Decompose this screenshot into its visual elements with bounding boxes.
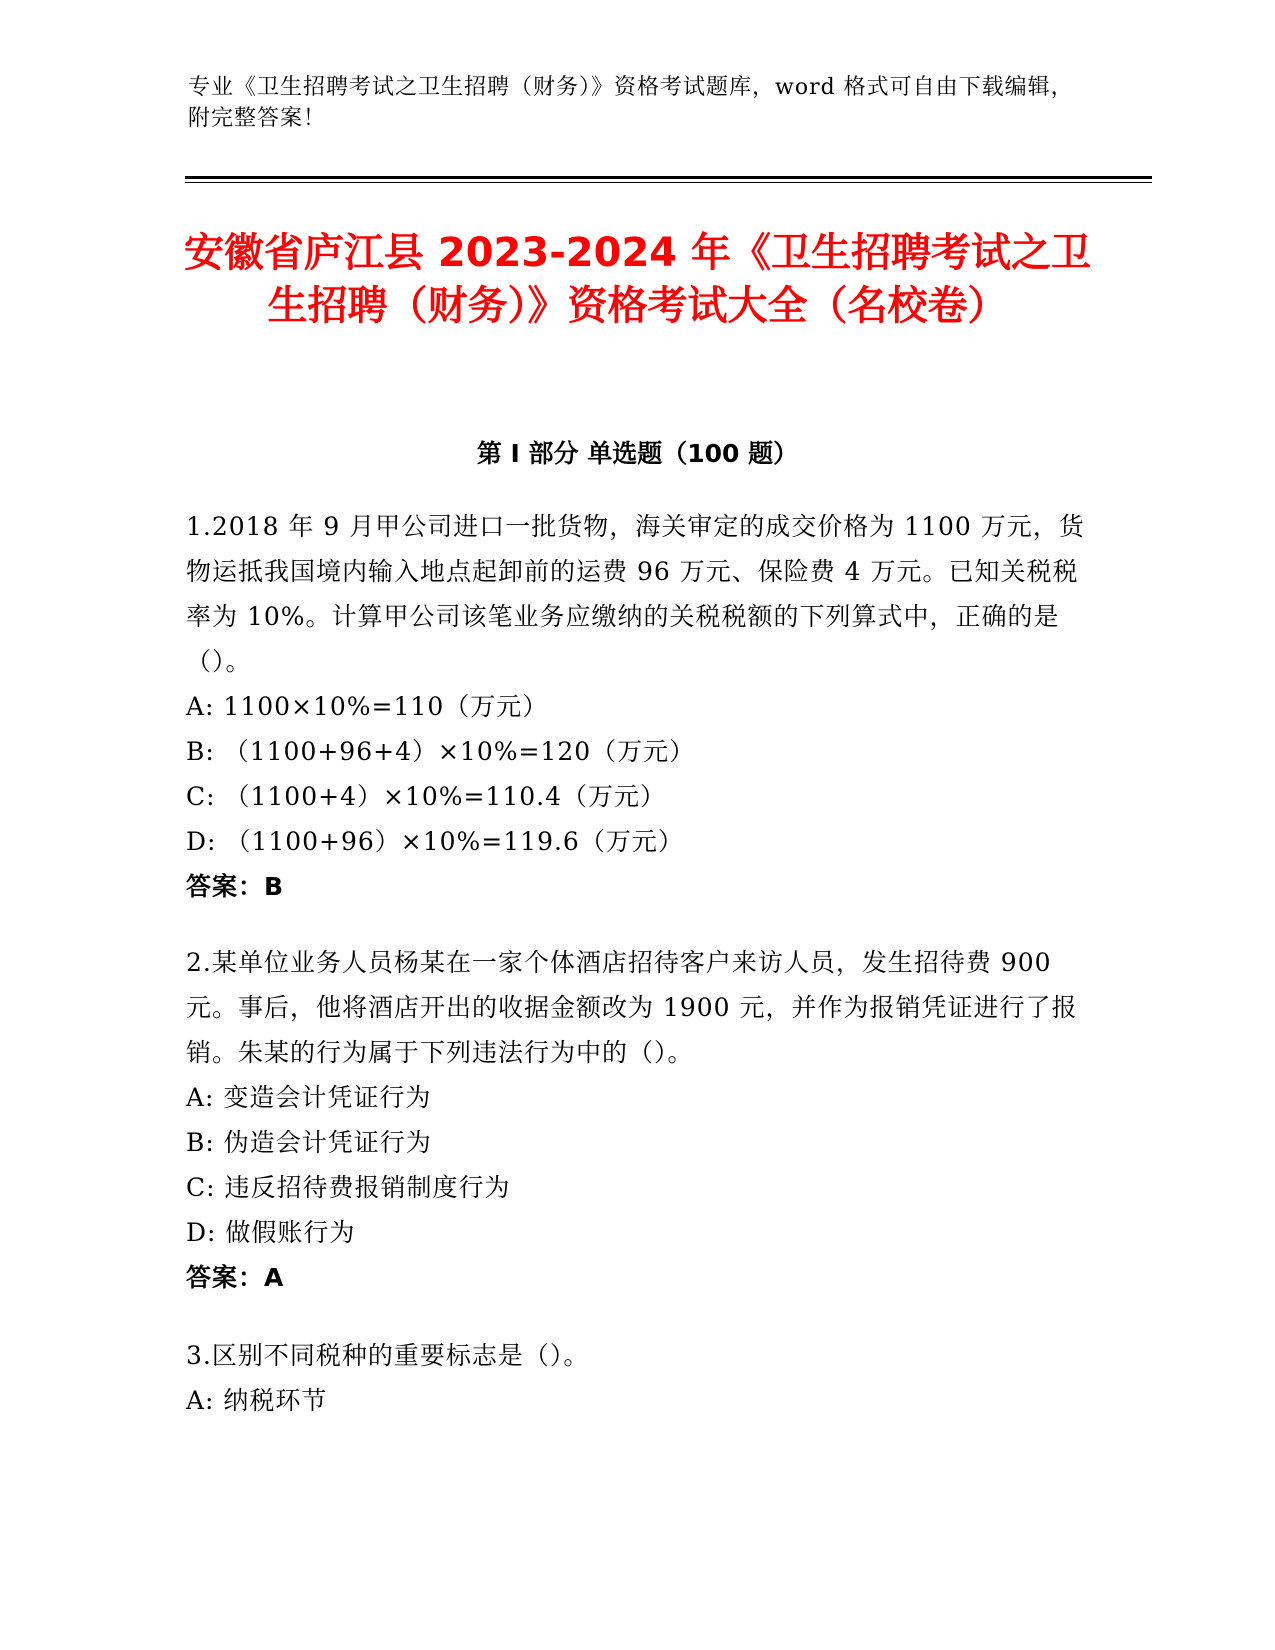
option-d: D: 做假账行为: [186, 1218, 356, 1247]
question-text: 3.区别不同税种的重要标志是（）。: [186, 1341, 590, 1370]
option-a: A: 纳税环节: [186, 1386, 328, 1415]
option-a: A: 变造会计凭证行为: [186, 1083, 432, 1112]
answer: 答案：A: [186, 1263, 285, 1292]
question-1: [186, 504, 1086, 909]
option-d: D: （1100+96）×10%=119.6（万元）: [186, 827, 684, 856]
question-text: 1.2018 年 9 月甲公司进口一批货物，海关审定的成交价格为 1100 万元，货物运抵我国境内输入地点起卸前的运费 96 万元、保险费 4 万元。已知关税税率为 10%。计算甲公司该笔业务应缴纳的关税税额的下列算式中，正确的是（）。: [186, 512, 1085, 676]
header-note: 专业《卫生招聘考试之卫生招聘（财务）》资格考试题库，word 格式可自由下载编辑，附完整答案！: [188, 75, 1074, 131]
section-title: 第 I 部分 单选题（100 题）: [476, 439, 799, 468]
option-b: B: 伪造会计凭证行为: [186, 1128, 432, 1157]
header-divider-thick: [185, 176, 1152, 179]
option-c: C: 违反招待费报销制度行为: [186, 1173, 511, 1202]
option-c: C: （1100+4）×10%=110.4（万元）: [186, 782, 667, 811]
header-divider-thin: [185, 182, 1152, 183]
option-b: B: （1100+96+4）×10%=120（万元）: [186, 737, 696, 766]
option-a: A: 1100×10%=110（万元）: [186, 692, 549, 721]
document-title: 安徽省庐江县 2023-2024 年《卫生招聘考试之卫生招聘（财务）》资格考试大全（名校卷）: [183, 230, 1092, 329]
question-3: [186, 1333, 1086, 1423]
answer: 答案：B: [186, 872, 285, 901]
question-text: 2.某单位业务人员杨某在一家个体酒店招待客户来访人员，发生招待费 900 元。事后，他将酒店开出的收据金额改为 1900 元，并作为报销凭证进行了报销。朱某的行为属于下列违法行为中的（）。: [186, 948, 1078, 1067]
question-2: [186, 940, 1086, 1300]
